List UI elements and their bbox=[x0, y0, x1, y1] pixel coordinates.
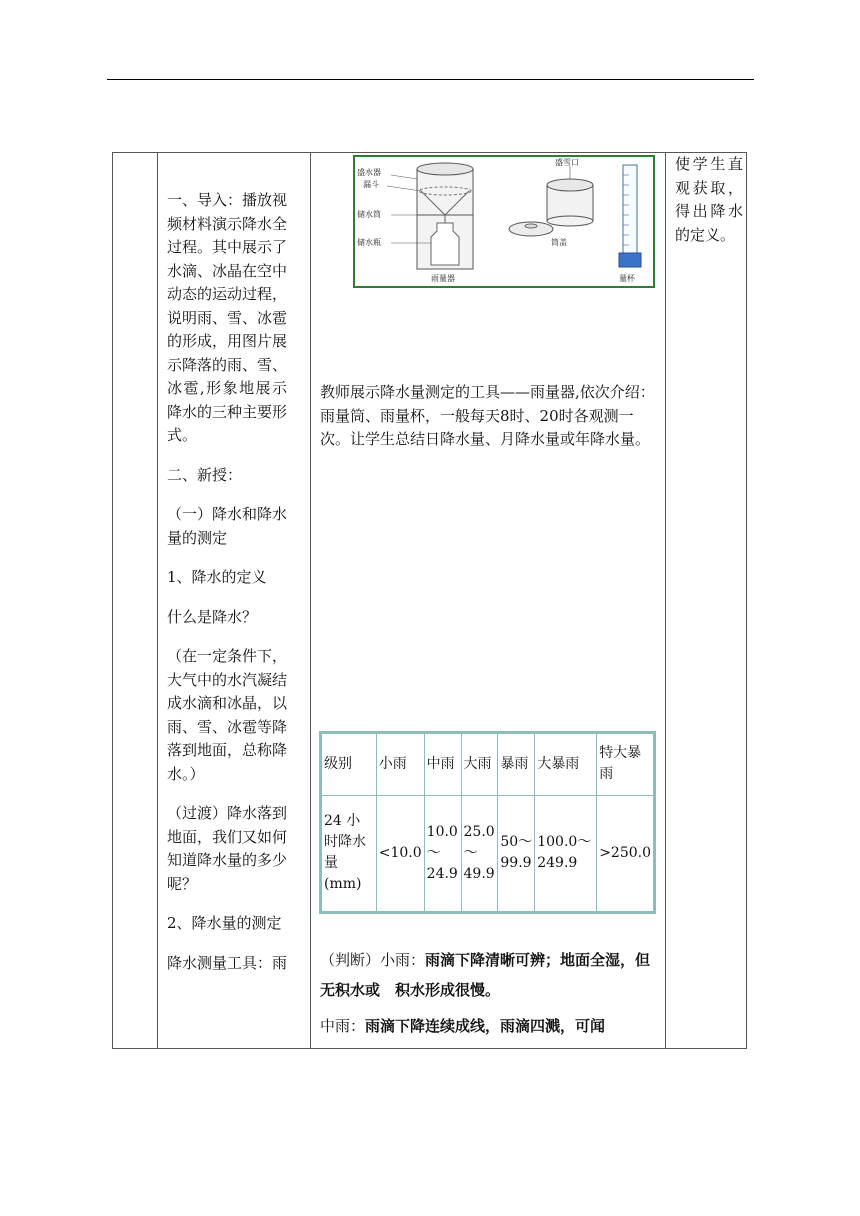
moderate-rain-line bbox=[320, 1011, 657, 1041]
rain-judgement-text bbox=[320, 945, 657, 1041]
column-divider bbox=[310, 153, 311, 1048]
intro-paragraph: 一、导入：播放视频材料演示降水全过程。其中展示了水滴、冰晶在空中动态的运动过程，说明雨、雪、冰雹的形成，用图片展示降落的雨、雪、冰雹,形象地展示降水的三种主要形式。 bbox=[167, 191, 288, 444]
table-cell: 25.0～49.9 bbox=[461, 795, 498, 912]
figure-label-cup: 量杯 bbox=[619, 274, 635, 283]
definition-heading: 1、降水的定义 bbox=[167, 568, 267, 586]
figure-label-gauge: 雨量器 bbox=[431, 274, 455, 283]
figure-label-snow-mouth: 盛雪口 bbox=[555, 158, 579, 167]
light-rain-prefix: （判断）小雨： bbox=[320, 951, 426, 969]
column-divider bbox=[665, 153, 666, 1048]
teacher-activity-text: 教师展示降水量测定的工具——雨量器,依次介绍：雨量筒、雨量杯，一般每天8时、20时各观测一次。让学生总结日降水量、月降水量或年降水量。 bbox=[320, 383, 655, 448]
table-header-row bbox=[322, 734, 654, 796]
table-header-cell: 暴雨 bbox=[498, 734, 535, 796]
question-text: 什么是降水？ bbox=[167, 607, 258, 626]
column-divider bbox=[157, 153, 158, 1048]
rain-gauge-figure bbox=[353, 155, 655, 288]
table-header-cell: 特大暴雨 bbox=[597, 734, 654, 796]
design-intent-text: 使学生直观获取，得出降水的定义。 bbox=[675, 155, 743, 244]
table-row bbox=[322, 795, 654, 912]
rainfall-level-table bbox=[319, 731, 656, 914]
table-header-cell: 级别 bbox=[322, 734, 377, 796]
lesson-plan-table bbox=[112, 152, 747, 1049]
definition-text: （在一定条件下，大气中的水汽凝结成水滴和冰晶，以雨、雪、冰雹等降落到地面，总称降水。） bbox=[167, 647, 288, 783]
figure-label-funnel-top: 盛水器 bbox=[357, 168, 381, 177]
table-cell: >250.0 bbox=[597, 795, 654, 912]
teaching-steps-cell bbox=[167, 189, 287, 991]
table-header-cell: 大暴雨 bbox=[535, 734, 597, 796]
table-row-label: 24 小时降水量(mm) bbox=[322, 795, 377, 912]
moderate-rain-prefix: 中雨： bbox=[320, 1017, 366, 1035]
new-lesson-heading: 二、新授： bbox=[167, 465, 243, 484]
table-cell: 10.0～24.9 bbox=[424, 795, 461, 912]
measurement-heading: 2、降水量的测定 bbox=[167, 914, 282, 932]
light-rain-description: 雨滴下降清晰可辨；地面全湿，但无积水或 积水形成很慢。 bbox=[320, 951, 651, 999]
tools-text: 降水测量工具：雨 bbox=[167, 953, 288, 972]
figure-label-storage-bottle: 储水瓶 bbox=[357, 238, 381, 247]
figure-label-funnel: 漏斗 bbox=[363, 180, 379, 189]
table-cell: 100.0～249.9 bbox=[535, 795, 597, 912]
light-rain-line bbox=[320, 945, 657, 1005]
header-rule bbox=[107, 79, 754, 80]
figure-label-lid: 筒盖 bbox=[551, 238, 567, 247]
table-cell: 50～99.9 bbox=[498, 795, 535, 912]
moderate-rain-description: 雨滴下降连续成线，雨滴四溅，可闻 bbox=[365, 1017, 606, 1035]
table-header-cell: 小雨 bbox=[376, 734, 424, 796]
section-heading: （一）降水和降水量的测定 bbox=[167, 505, 288, 547]
table-cell: <10.0 bbox=[376, 795, 424, 912]
figure-label-storage-cylinder: 储水筒 bbox=[357, 210, 381, 219]
table-header-cell: 中雨 bbox=[424, 734, 461, 796]
transition-text: （过渡）降水落到地面，我们又如何知道降水量的多少呢？ bbox=[167, 804, 288, 893]
table-header-cell: 大雨 bbox=[461, 734, 498, 796]
